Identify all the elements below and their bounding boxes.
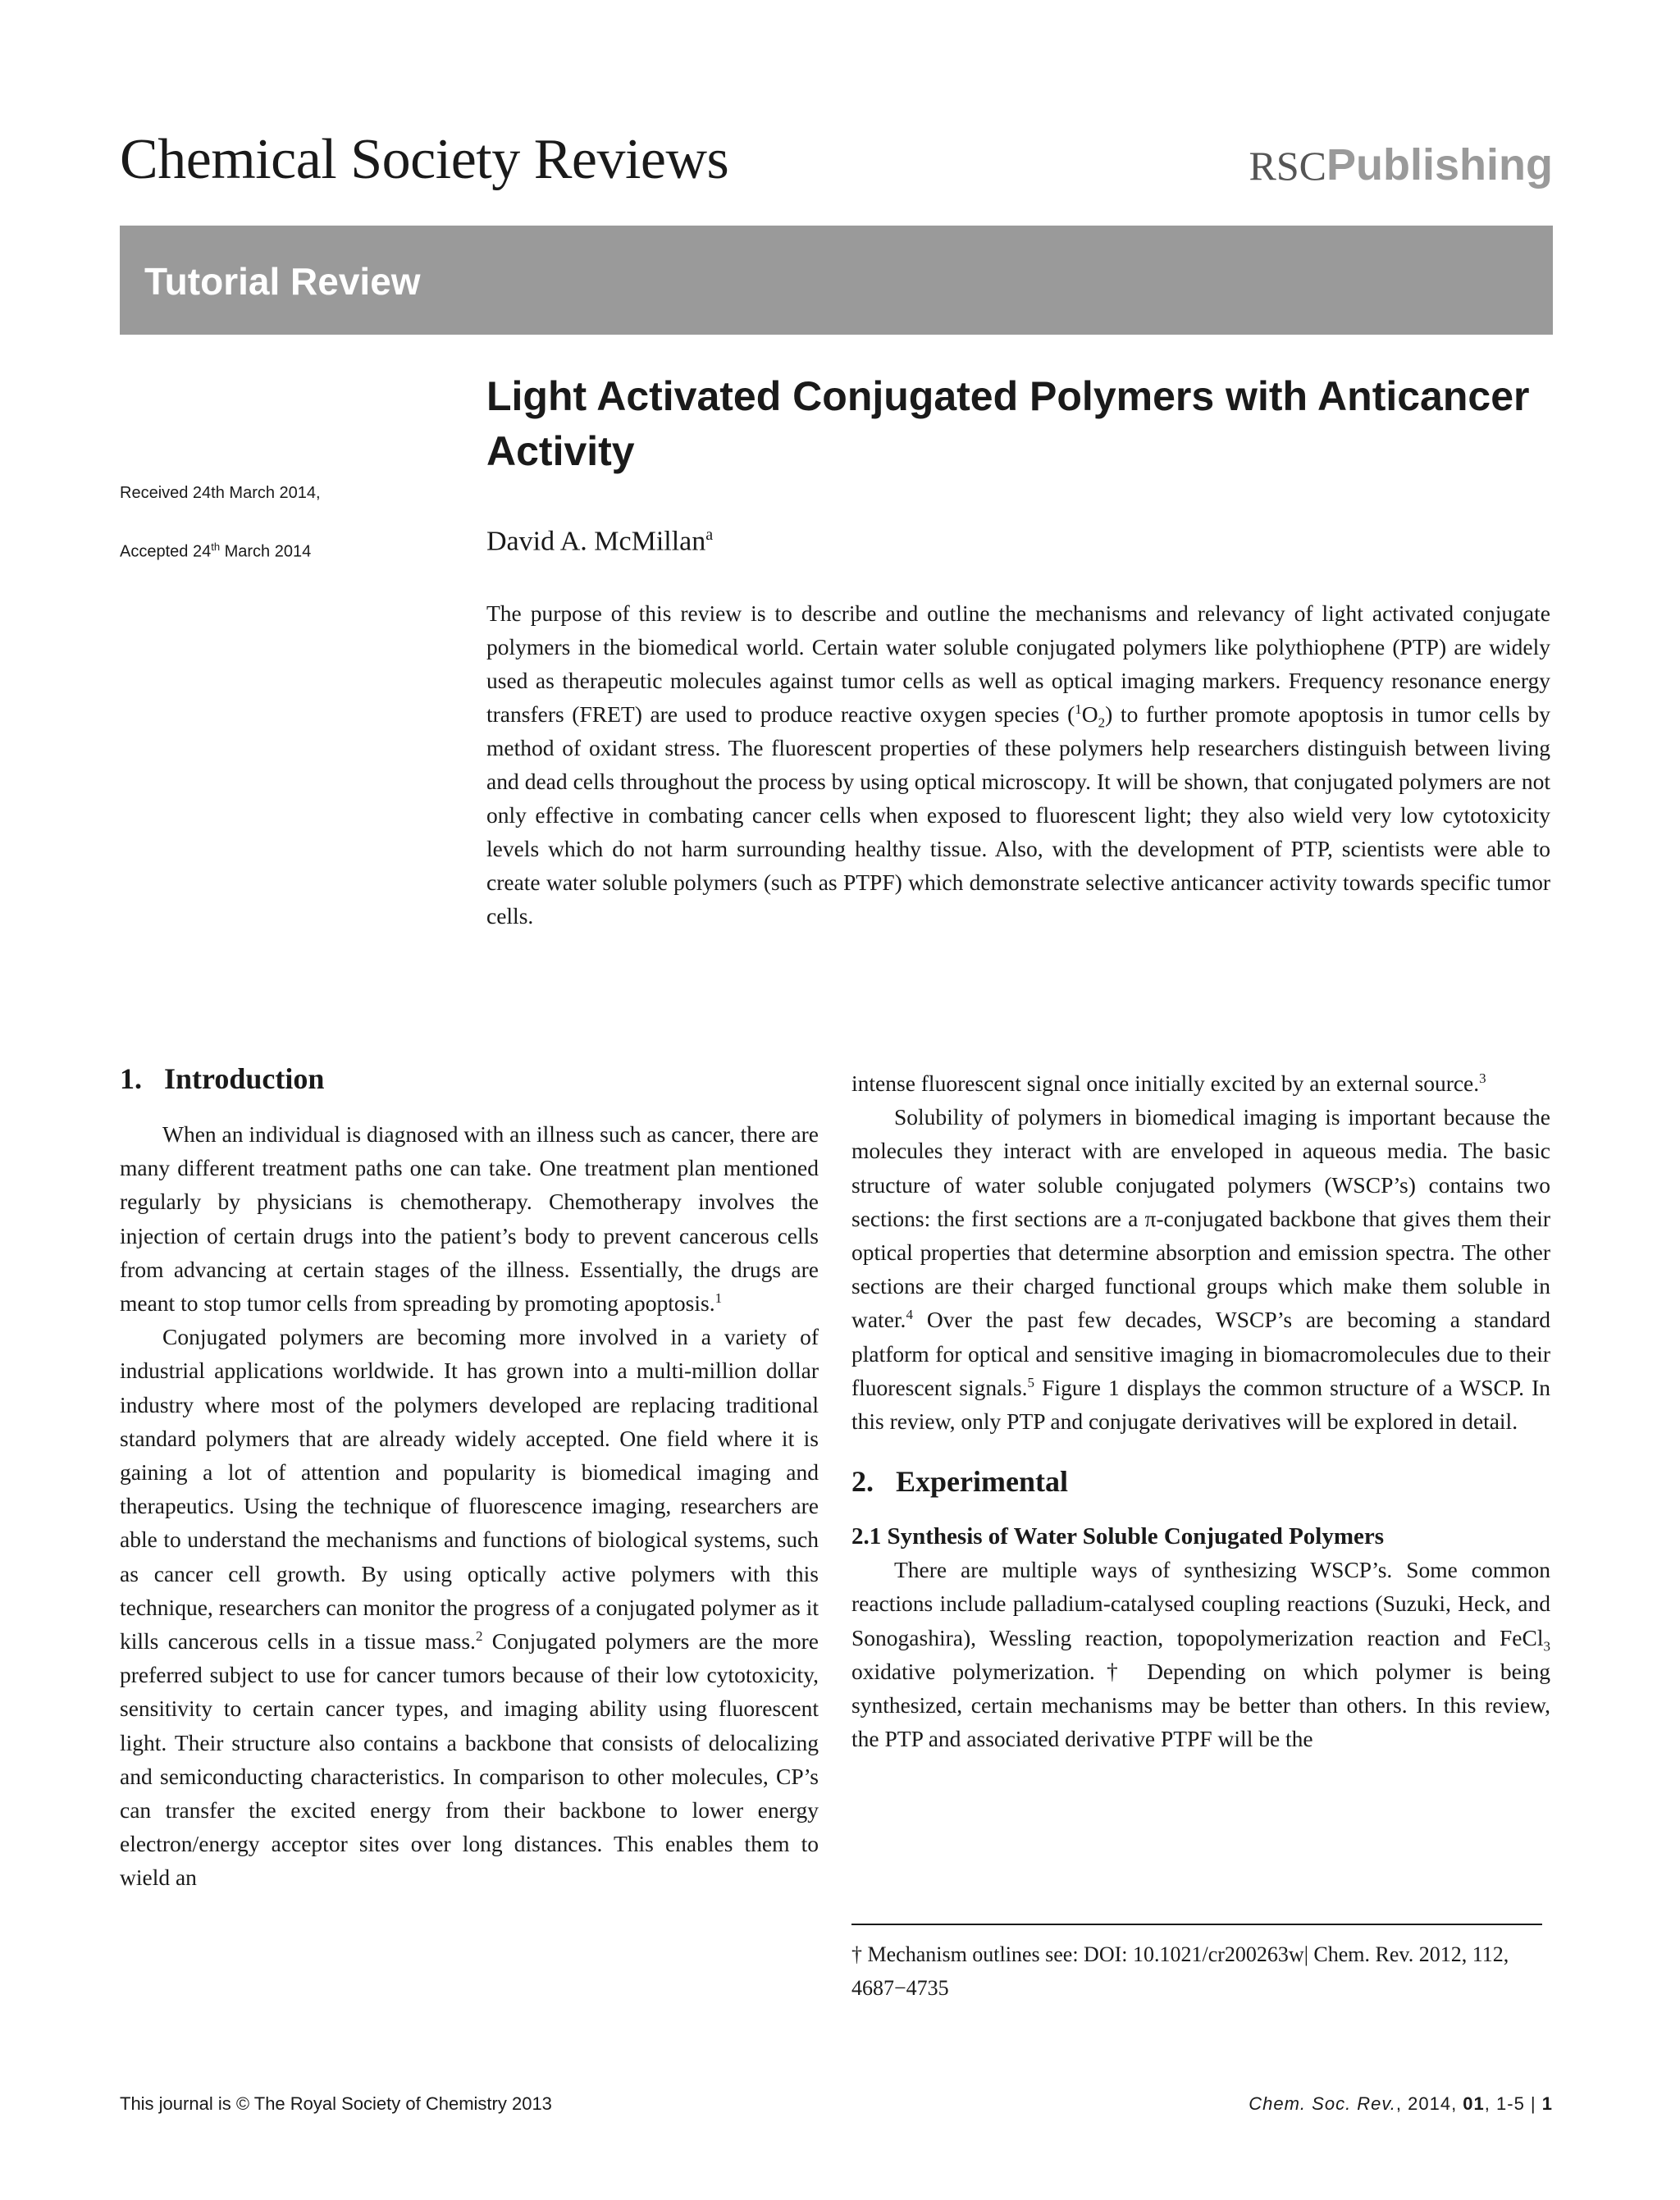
reference-mark: 4 <box>906 1307 913 1323</box>
author-line <box>486 517 713 559</box>
accepted-date <box>120 535 321 589</box>
reference-mark: 1 <box>714 1289 723 1306</box>
footer-volume: 01 <box>1463 2093 1485 2114</box>
page-number: 1 <box>1541 2093 1553 2114</box>
footnote: † Mechanism outlines see: DOI: 10.1021/cr200263w| Chem. Rev. 2012, 112, 4687−4735 <box>851 1942 1509 2000</box>
abstract-text-2: ) to further promote apoptosis in tumor cells by method of oxidant stress. The fluorescent properties of these polymers help researchers distinguish between living and dead cells throughout the process by using optical microscopy. It will be shown, that conjugated polymers are not only effective in combating cancer cells when exposed to fluorescent light; they also wield very low cytotoxicity levels which do not harm surrounding healthy tissue. Also, with the development of PTP, scientists were able to create water soluble polymers (such as PTPF) which demonstrate selective anticancer activity towards specific tumor cells. <box>486 701 1550 929</box>
abstract-o: O <box>1081 701 1098 727</box>
abstract-sub: 2 <box>1098 714 1106 731</box>
paragraph-text: Over the past few decades, WSCP’s are becoming a standard platform for optical and sensitive imaging in biomacromolecules due to their fluorescent signals. <box>851 1307 1550 1400</box>
publisher-logo <box>1249 136 1553 194</box>
left-column <box>120 1058 819 1895</box>
section-title: Introduction <box>164 1062 325 1095</box>
author-name: David A. McMillan <box>486 526 706 557</box>
section-number: 2. <box>851 1465 874 1499</box>
reference-mark: 2 <box>475 1627 483 1644</box>
paragraph-text: There are multiple ways of synthesizing WSCP’s. Some common reactions include palladium-catalysed coupling reactions (Suzuki, Heck, and Sonogashira), Wessling reaction, topopolymerization reaction and FeCl <box>851 1557 1550 1650</box>
paragraph-text: Figure 1 displays the common structure of a WSCP. In this review, only PTP and conjugate derivatives will be explored in detail. <box>851 1374 1550 1435</box>
article-type-banner <box>120 226 1553 335</box>
synthesis-paragraph <box>851 1553 1550 1755</box>
abstract-text-1: The purpose of this review is to describe and outline the mechanisms and relevancy of light activated conjugate polymers in the biomedical world. Certain water soluble conjugated polymers like polythiophene (PTP) are widely used as therapeutic molecules against tumor cells as well as optical imaging markers. Frequency resonance energy transfers (FRET) are used to produce reactive oxygen species ( <box>486 600 1550 727</box>
received-date: Received 24th March 2014, <box>120 484 321 502</box>
publisher-suffix: Publishing <box>1326 140 1553 189</box>
subscript: 3 <box>1543 1638 1550 1655</box>
journal-abbrev: Chem. Soc. Rev. <box>1249 2093 1396 2114</box>
article-dates <box>120 481 321 589</box>
intro-paragraph-1 <box>120 1117 819 1320</box>
footer-citation <box>1249 2092 1553 2116</box>
article-type-label: Tutorial Review <box>144 260 421 303</box>
footnote-divider <box>851 1924 1542 1925</box>
subsection-heading-synthesis: 2.1 Synthesis of Water Soluble Conjugated Polymers <box>851 1523 1385 1550</box>
article-title: Light Activated Conjugated Polymers with Anticancer Activity <box>486 373 1530 474</box>
publisher-prefix: RSC <box>1249 143 1326 189</box>
accepted-date-suffix: March 2014 <box>220 542 312 561</box>
section-heading-experimental <box>851 1461 1550 1502</box>
journal-title: Chemical Society Reviews <box>120 128 729 191</box>
right-column <box>851 1066 1550 1755</box>
abstract <box>486 596 1550 933</box>
reference-mark: 5 <box>1027 1374 1035 1390</box>
footer-pages: , 1-5 | <box>1484 2093 1542 2114</box>
accepted-date-prefix: Accepted 24 <box>120 542 212 561</box>
footer-copyright: This journal is © The Royal Society of Chemistry 2013 <box>120 2093 552 2114</box>
footer-year: , 2014, <box>1395 2093 1463 2114</box>
intro-paragraph-2 <box>120 1320 819 1894</box>
section-heading-introduction <box>120 1058 819 1099</box>
accepted-date-sup: th <box>211 541 221 553</box>
abstract-sup: 1 <box>1075 701 1082 717</box>
paragraph-text: Conjugated polymers are the more preferred subject to use for cancer tumors because of their low cytotoxicity, sensitivity to certain cancer types, and imaging ability using fluorescent light. Their structure also contains a backbone that consists of delocalizing and semiconducting characteristics. In comparison to other molecules, CP’s can transfer the excited energy from their backbone to lower energy electron/energy acceptor sites over long distances. This enables them to wield an <box>120 1628 819 1891</box>
intro-paragraph-3 <box>851 1100 1550 1438</box>
paragraph-text: Solubility of polymers in biomedical imaging is important because the molecules they interact with are enveloped in aqueous media. The basic structure of water soluble conjugated polymers (WSCP’s) contains two sections: the first sections are a π-conjugated backbone that gives them their optical properties that determine absorption and emission spectra. The other sections are their charged functional groups which make them soluble in water. <box>851 1104 1550 1333</box>
reference-mark: 3 <box>1479 1070 1486 1086</box>
author-affiliation-mark: a <box>705 526 714 544</box>
section-title: Experimental <box>896 1465 1068 1499</box>
section-number: 1. <box>120 1062 142 1095</box>
paragraph-text: Conjugated polymers are becoming more involved in a variety of industrial applications worldwide. It has grown into a multi-million dollar industry where most of the polymers developed are replacing traditional standard polymers that are already widely accepted. One field where it is gaining a lot of attention and popularity is biomedical imaging and therapeutics. Using the technique of fluorescence imaging, researchers are able to understand the mechanisms and functions of biological systems, such as cancer cell growth. By using optically active polymers with this technique, researchers can monitor the progress of a conjugated polymer as it kills cancerous cells in a tissue mass. <box>120 1324 819 1655</box>
paragraph-text: When an individual is diagnosed with an illness such as cancer, there are many different treatment paths one can take. One treatment plan mentioned regularly by physicians is chemotherapy. Chemotherapy involves the injection of certain drugs into the patient’s body to prevent cancerous cells from advancing at certain stages of the illness. Essentially, the drugs are meant to stop tumor cells from spreading by promoting apoptosis. <box>120 1121 819 1317</box>
paragraph-text: intense fluorescent signal once initially excited by an external source. <box>851 1070 1480 1096</box>
intro-paragraph-continued <box>851 1066 1550 1100</box>
paragraph-text: oxidative polymerization.† Depending on which polymer is being synthesized, certain mechanisms may be better than others. In this review, the PTP and associated derivative PTPF will be the <box>851 1658 1550 1752</box>
